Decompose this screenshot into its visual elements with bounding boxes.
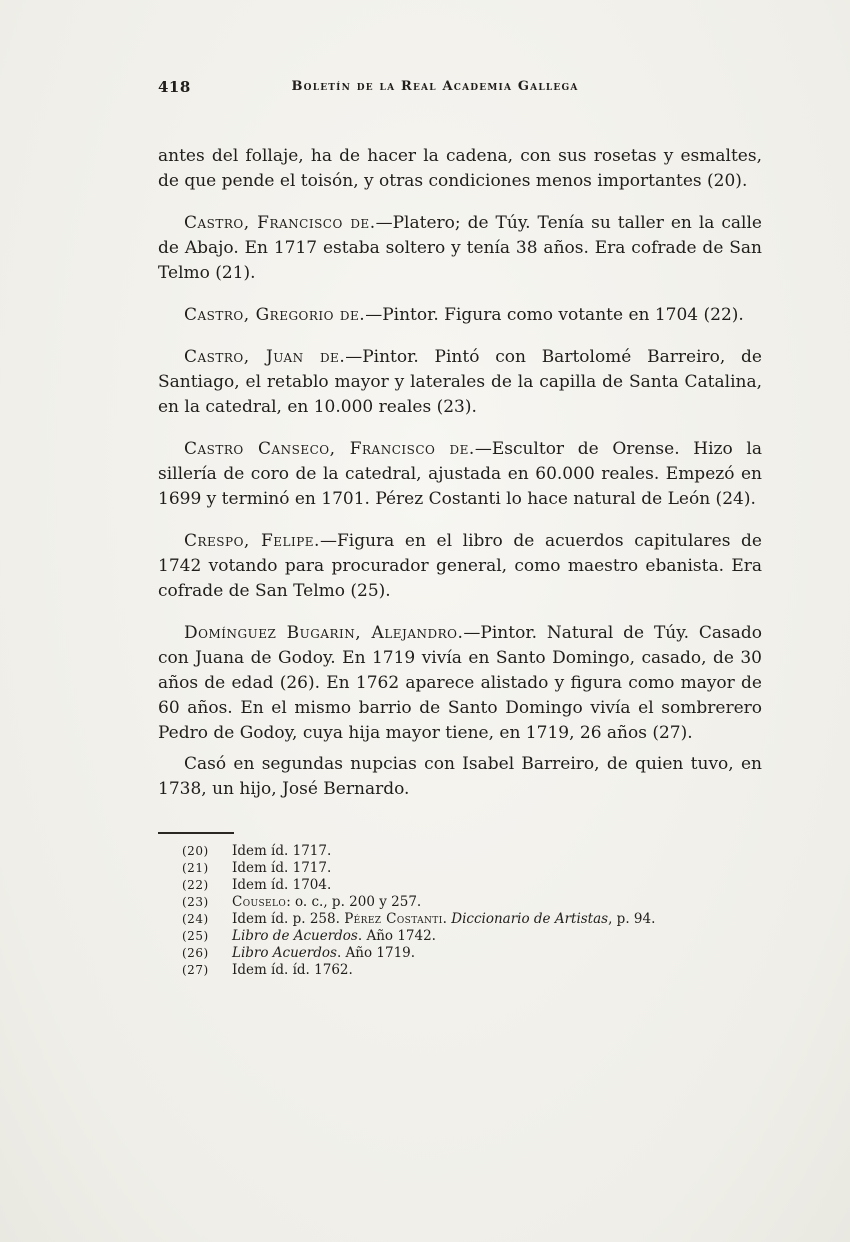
footnote-marker: (20) xyxy=(182,844,209,858)
footnote-text: Idem íd. 1704. xyxy=(232,877,332,893)
footnote-marker: (21) xyxy=(182,861,209,875)
entry-text: —Figura en el libro de acuerdos capitulares de 1742 votando para procurador general, como maestro ebanista. Era cofrade de San Telmo (25). xyxy=(158,531,762,601)
entry-crespo-felipe xyxy=(158,529,762,604)
footnote-22 xyxy=(158,877,762,894)
footnote-text: Libro Acuerdos. Año 1719. xyxy=(232,945,416,961)
entry-name: Castro Canseco, Francisco de. xyxy=(184,439,475,459)
page-header xyxy=(158,78,762,100)
entry-castro-canseco xyxy=(158,437,762,512)
footnote-text: Idem íd. 1717. xyxy=(232,860,332,876)
footnote-separator-rule xyxy=(158,832,234,834)
entry-dominguez-bugarin xyxy=(158,621,762,746)
footnote-marker: (25) xyxy=(182,929,209,943)
footnote-26 xyxy=(158,945,762,962)
footnote-text: Libro de Acuerdos. Año 1742. xyxy=(232,928,436,944)
footnote-text: Idem íd. p. 258. Pérez Costanti. Diccionario de Artistas, p. 94. xyxy=(232,911,656,927)
footnote-21 xyxy=(158,860,762,877)
footnote-marker: (22) xyxy=(182,878,209,892)
journal-title: Boletín de la Real Academia Gallega xyxy=(291,79,579,94)
entry-text: —Pintor. Pintó con Bartolomé Barreiro, de Santiago, el retablo mayor y laterales de la capilla de Santa Catalina, en la catedral, en 10.000 reales (23). xyxy=(158,347,762,417)
entry-name: Crespo, Felipe. xyxy=(184,531,320,551)
footnote-24 xyxy=(158,911,762,928)
footnote-marker: (26) xyxy=(182,946,209,960)
entry-castro-gregorio xyxy=(158,303,762,328)
footnotes-section xyxy=(158,832,762,979)
footnote-marker: (24) xyxy=(182,912,209,926)
footnote-text: Couselo: o. c., p. 200 y 257. xyxy=(232,894,422,910)
entry-name: Castro, Francisco de. xyxy=(184,213,376,233)
footnote-27 xyxy=(158,962,762,979)
footnote-text: Idem íd. 1717. xyxy=(232,843,332,859)
entry-name: Castro, Gregorio de. xyxy=(184,305,366,325)
paragraph-caso-segundas-nupcias xyxy=(158,752,762,802)
entry-castro-juan xyxy=(158,345,762,420)
entry-text: —Platero; de Túy. Tenía su taller en la calle de Abajo. En 1717 estaba soltero y tenía 38 años. Era cofrade de San Telmo (21). xyxy=(158,213,762,283)
entry-name: Domínguez Bugarin, Alejandro. xyxy=(184,623,464,643)
footnote-23 xyxy=(158,894,762,911)
footnote-20 xyxy=(158,843,762,860)
page-body xyxy=(158,144,762,802)
page-number: 418 xyxy=(158,78,191,96)
footnote-text: Idem íd. íd. 1762. xyxy=(232,962,353,978)
paragraph-text: antes del follaje, ha de hacer la cadena, con sus rosetas y esmaltes, de que pende el toisón, y otras condiciones menos importantes (20). xyxy=(158,146,762,191)
entry-text: —Pintor. Figura como votante en 1704 (22). xyxy=(365,305,744,325)
paragraph-text: Casó en segundas nupcias con Isabel Barreiro, de quien tuvo, en 1738, un hijo, José Bernardo. xyxy=(158,754,762,799)
entry-text: —Pintor. Natural de Túy. Casado con Juana de Godoy. En 1719 vivía en Santo Domingo, casado, de 30 años de edad (26). En 1762 aparece alistado y figura como mayor de 60 años. En el mismo barrio de Santo Domingo vivía el sombrerero Pedro de Godoy, cuya hija mayor tiene, en 1719, 26 años (27). xyxy=(158,623,762,743)
footnote-marker: (27) xyxy=(182,963,209,977)
footnote-25 xyxy=(158,928,762,945)
entry-castro-francisco xyxy=(158,211,762,286)
paragraph-continuation xyxy=(158,144,762,194)
entry-text: —Escultor de Orense. Hizo la sillería de coro de la catedral, ajustada en 60.000 reales. Empezó en 1699 y terminó en 1701. Pérez Costanti lo hace natural de León (24). xyxy=(158,439,762,509)
footnote-marker: (23) xyxy=(182,895,209,909)
entry-name: Castro, Juan de. xyxy=(184,347,346,367)
